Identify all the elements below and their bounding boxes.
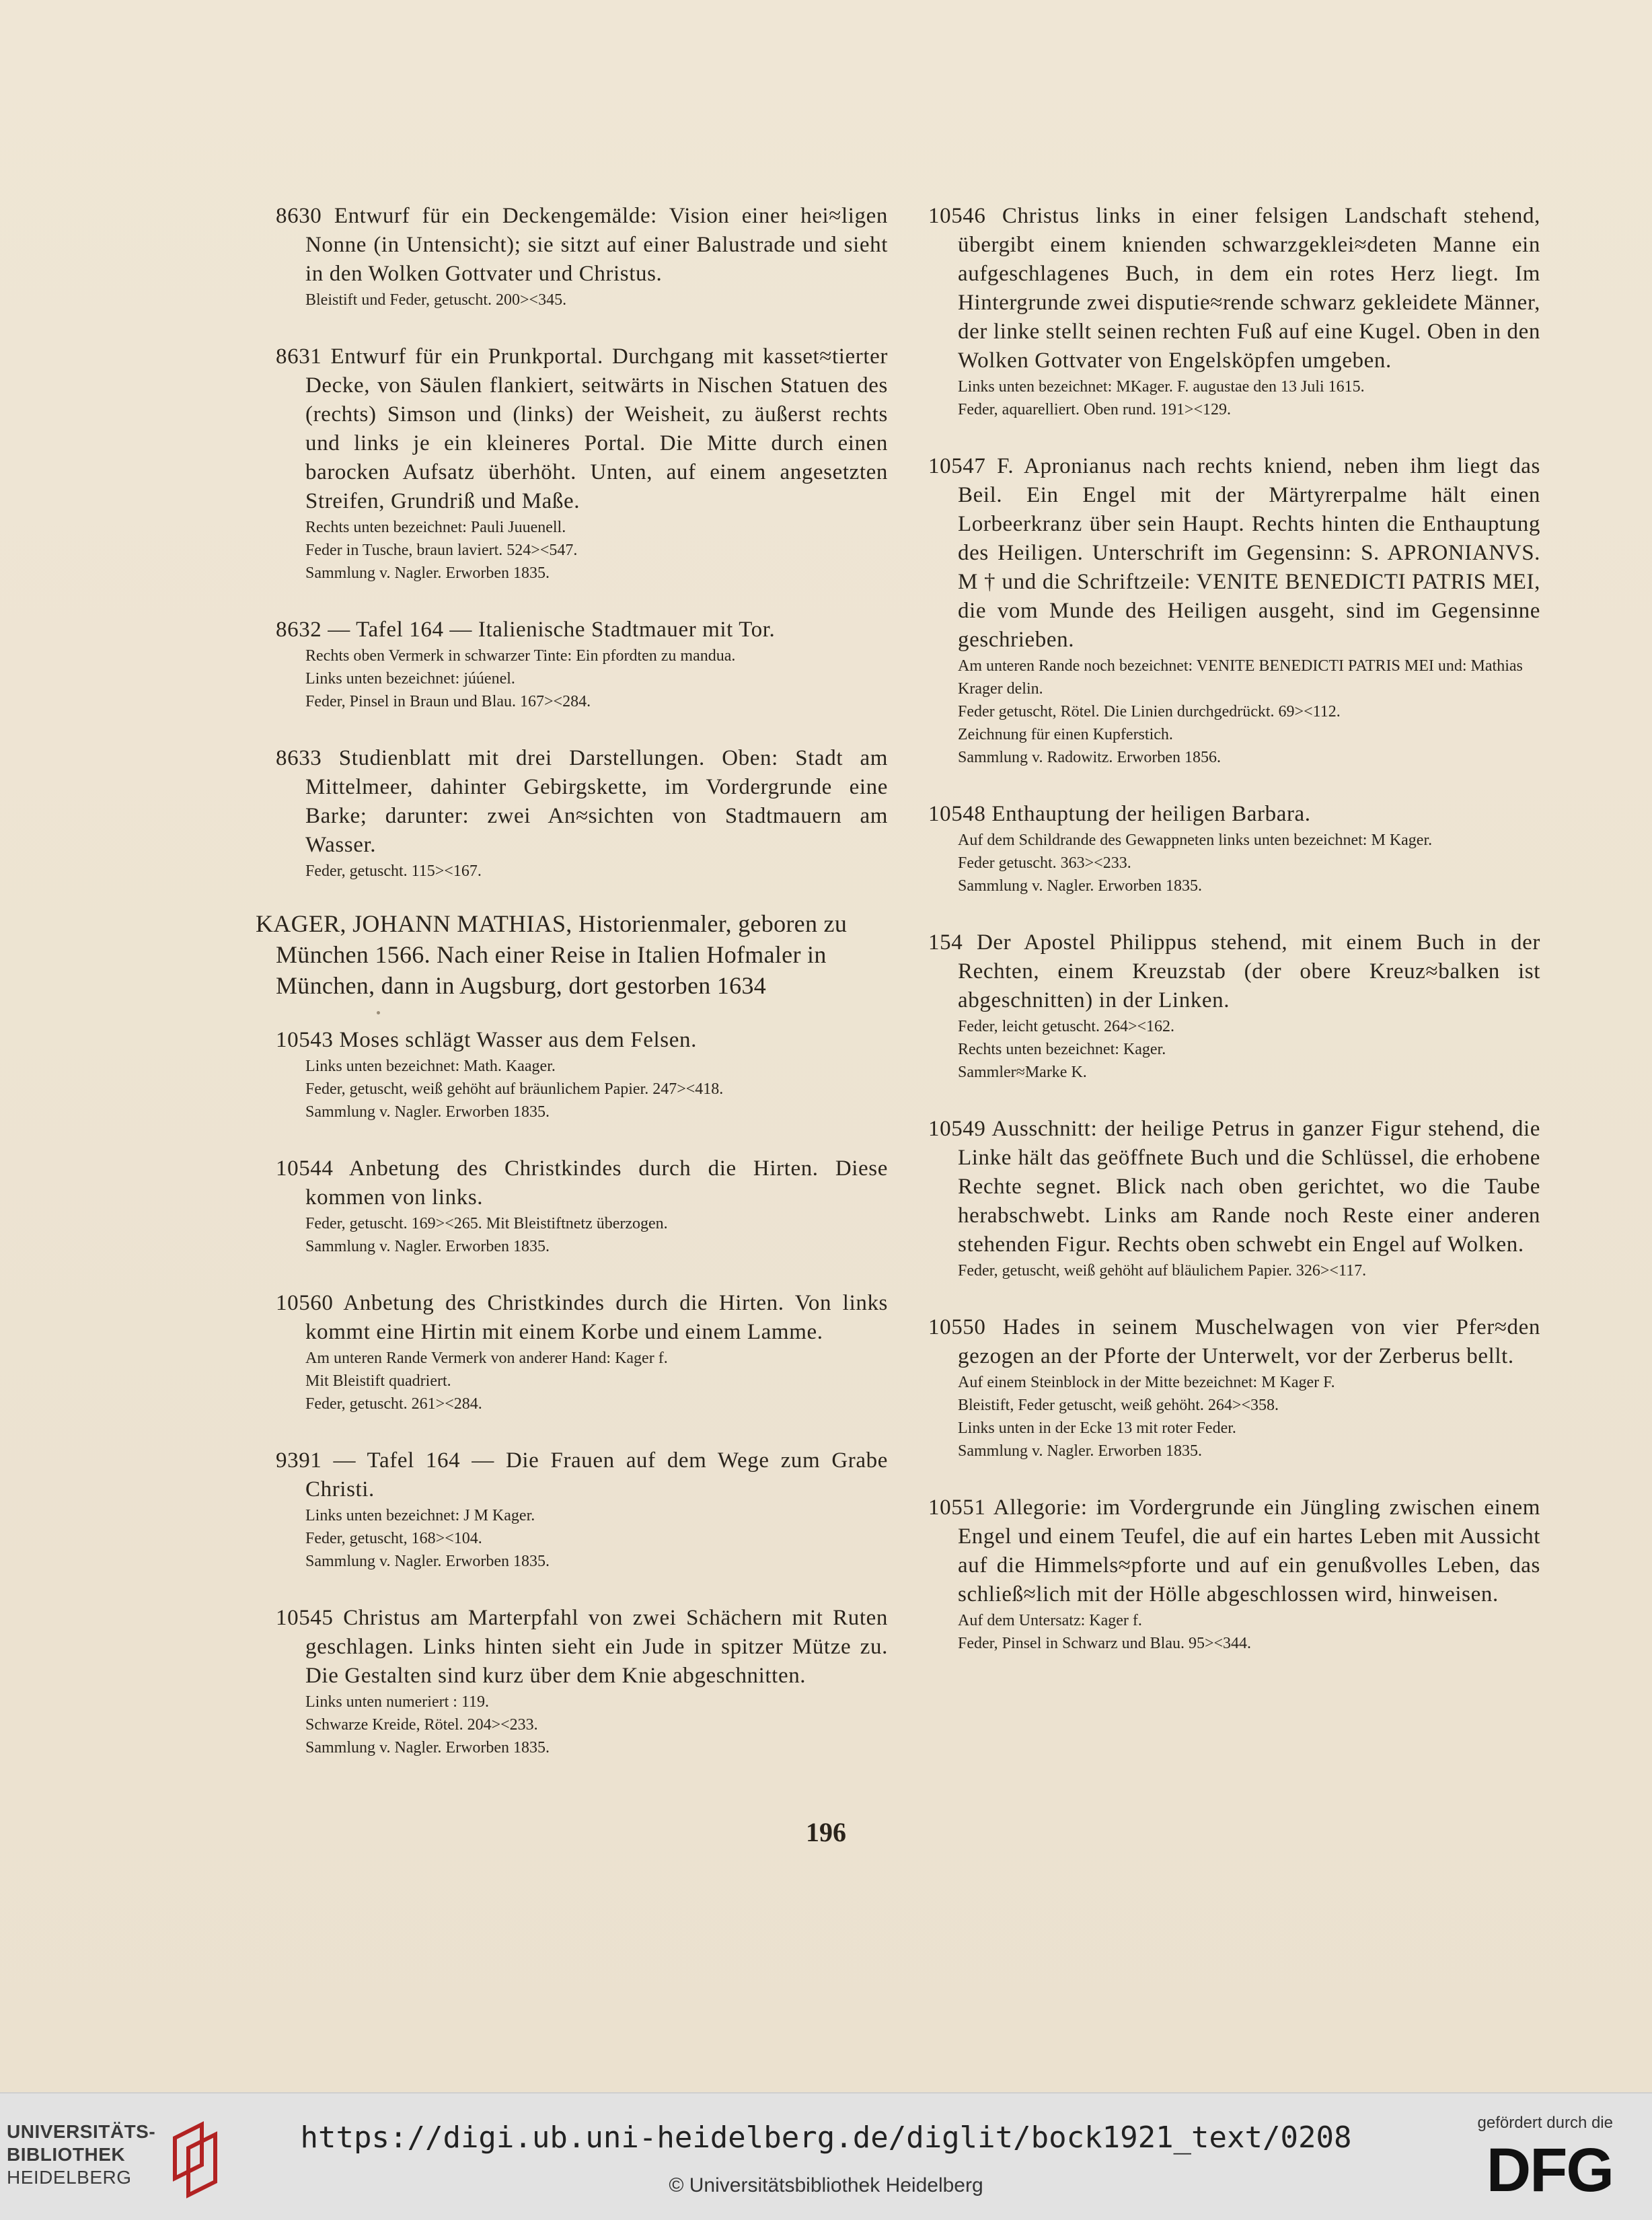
catalog-entry: [928, 800, 1540, 897]
entry-title: 10547 F. Apronianus nach rechts kniend, neben ihm liegt das Beil. Ein Engel mit der Märtyrerpalme hält einen Lorbeerkranz über sein Haupt. Rechts hinten die Enthauptung des Heiligen. Unterschrift im Gegensinn: S. APRONIANVS. M † und die Schriftzeile: VENITE BENEDICTI PATRIS MEI, die vom Munde des Heiligen ausgeht, sind im Gegensinne geschrieben.: [928, 454, 1540, 652]
entry-note: Feder, Pinsel in Schwarz und Blau. 95><344.: [958, 1635, 1252, 1652]
entry-note: Feder, Pinsel in Braun und Blau. 167><284.: [305, 693, 591, 710]
catalog-entry: [928, 1493, 1540, 1655]
entry-note: Feder, getuscht. 115><167.: [305, 862, 482, 880]
entry-title: 10543 Moses schlägt Wasser aus dem Felsen.: [276, 1028, 697, 1052]
entry-note: Feder in Tusche, braun laviert. 524><547.: [305, 542, 578, 559]
entry-note: Rechts unten bezeichnet: Kager.: [958, 1041, 1166, 1058]
catalog-entry: [276, 1289, 888, 1415]
entry-note: Schwarze Kreide, Rötel. 204><233.: [305, 1716, 538, 1734]
catalog-entry: [276, 1604, 888, 1759]
entry-note: Rechts unten bezeichnet: Pauli Juuenell.: [305, 519, 566, 536]
entry-title: 9391 — Tafel 164 — Die Frauen auf dem Wege zum Grabe Christi.: [276, 1448, 888, 1502]
permalink-url[interactable]: https://digi.ub.uni-heidelberg.de/diglit/bock1921_text/0208: [300, 2120, 1352, 2155]
entry-note: Links unten bezeichnet: MKager. F. augustae den 13 Juli 1615.: [958, 378, 1365, 396]
entry-title: 10551 Allegorie: im Vordergrunde ein Jüngling zwischen einem Engel und einem Teufel, die auf ein hartes Leben mit Aussicht auf die Himmels≈pforte und auf ein genußvolles Leben, das schließ≈lich mit der Hölle abgeschlossen wird, hinweisen.: [928, 1495, 1540, 1606]
entry-title: 10546 Christus links in einer felsigen Landschaft stehend, übergibt einem knienden schwarzgeklei≈deten Manne ein aufgeschlagenes Buch, in dem ein rotes Herz liegt. Im Hintergrunde zwei disputie≈rende schwarz gekleidete Männer, der linke stellt seinen rechten Fuß auf eine Kugel. Oben in den Wolken Gottvater von Engelsköpfen umgeben.: [928, 204, 1540, 373]
entry-note: Bleistift und Feder, getuscht. 200><345.: [305, 291, 567, 309]
entry-note: Mit Bleistift quadriert.: [305, 1372, 451, 1390]
artist-heading: KAGER, JOHANN MATHIAS, Historienmaler, geboren zu München 1566. Nach einer Reise in Italien Hofmaler in München, dann in Augsburg, dort gestorben 1634: [256, 910, 848, 999]
entry-note: Feder, getuscht. 261><284.: [305, 1395, 482, 1413]
catalog-entry: [276, 616, 888, 713]
entry-note: Sammlung v. Nagler. Erworben 1835.: [958, 1442, 1203, 1460]
catalog-entry: [276, 1026, 888, 1123]
entry-note: Feder, leicht getuscht. 264><162.: [958, 1018, 1175, 1035]
entry-note: Sammlung v. Nagler. Erworben 1835.: [305, 1553, 550, 1570]
entry-note: Sammler≈Marke K.: [958, 1064, 1087, 1081]
catalog-entry: [276, 202, 888, 311]
entry-note: Sammlung v. Nagler. Erworben 1835.: [958, 877, 1203, 895]
dfg-logo[interactable]: DFG: [1486, 2136, 1613, 2205]
dfg-funded-label: gefördert durch die: [1477, 2114, 1613, 2132]
entry-note: Feder, getuscht, weiß gehöht auf bläulichem Papier. 326><117.: [958, 1262, 1367, 1280]
entry-title: 8630 Entwurf für ein Deckengemälde: Vision einer hei≈ligen Nonne (in Untensicht); sie sitzt auf einer Balustrade und sieht in den Wolken Gottvater und Christus.: [276, 204, 888, 286]
entry-title: 10548 Enthauptung der heiligen Barbara.: [928, 802, 1311, 826]
entry-title: 154 Der Apostel Philippus stehend, mit einem Buch in der Rechten, einem Kreuzstab (der obere Kreuz≈balken ist abgeschnitten) in der Linken.: [928, 930, 1540, 1012]
entry-note: Feder getuscht, Rötel. Die Linien durchgedrückt. 69><112.: [958, 703, 1341, 720]
catalog-entry: [276, 1446, 888, 1573]
copyright-notice: © Universitätsbibliothek Heidelberg: [669, 2174, 983, 2196]
entry-title: 10545 Christus am Marterpfahl von zwei Schächern mit Ruten geschlagen. Links hinten sieht ein Jude in spitzer Mütze zu. Die Gestalten sind kurz über dem Knie abgeschnitten.: [276, 1606, 888, 1688]
entry-note: Rechts oben Vermerk in schwarzer Tinte: Ein pfordten zu mandua.: [305, 647, 736, 665]
entry-note: Links unten bezeichnet: J M Kager.: [305, 1507, 535, 1524]
catalog-entry: [276, 1154, 888, 1258]
right-column: [928, 202, 1540, 1686]
left-column: [276, 202, 888, 914]
logo-line-3: HEIDELBERG: [7, 2167, 132, 2188]
entry-note: Auf dem Untersatz: Kager f.: [958, 1612, 1142, 1629]
catalog-entry: [928, 202, 1540, 421]
catalog-entry: [276, 342, 888, 585]
entry-note: Sammlung v. Nagler. Erworben 1835.: [305, 1103, 550, 1121]
left-column-kager: [276, 1026, 888, 1790]
entry-note: Sammlung v. Nagler. Erworben 1835.: [305, 564, 550, 582]
entry-title: 10549 Ausschnitt: der heilige Petrus in ganzer Figur stehend, die Linke hält das geöffnete Buch und die Schlüssel, die erhobene Rechte segnet. Blick nach oben gerichtet, wo die Taube herabschwebt. Links am Rande noch Reste einer anderen stehenden Figur. Rechts oben schwebt ein Engel auf Wolken.: [928, 1117, 1540, 1257]
entry-note: Links unten in der Ecke 13 mit roter Feder.: [958, 1419, 1236, 1437]
entry-title: 10560 Anbetung des Christkindes durch die Hirten. Von links kommt eine Hirtin mit einem Korbe und einem Lamme.: [276, 1291, 888, 1344]
viewer-footer: [0, 2092, 1652, 2220]
catalog-entry: [928, 452, 1540, 769]
entry-note: Feder, getuscht, weiß gehöht auf bräunlichem Papier. 247><418.: [305, 1080, 724, 1098]
entry-note: Links unten numeriert : 119.: [305, 1693, 490, 1711]
entry-note: Auf dem Schildrande des Gewappneten links unten bezeichnet: M Kager.: [958, 831, 1433, 849]
entry-note: Feder getuscht. 363><233.: [958, 854, 1131, 872]
catalog-entry: [928, 1115, 1540, 1282]
entry-note: Sammlung v. Nagler. Erworben 1835.: [305, 1739, 550, 1756]
entry-note: Sammlung v. Radowitz. Erworben 1856.: [958, 749, 1222, 766]
catalog-entry: [928, 1313, 1540, 1463]
ink-speck: [377, 1011, 380, 1014]
logo-line-2: BIBLIOTHEK: [7, 2144, 126, 2165]
page-number: 196: [806, 1817, 846, 1847]
catalog-entry: [928, 928, 1540, 1084]
entry-note: Bleistift, Feder getuscht, weiß gehöht. 264><358.: [958, 1397, 1279, 1414]
entry-note: Auf einem Steinblock in der Mitte bezeichnet: M Kager F.: [958, 1374, 1335, 1391]
entry-note: Links unten bezeichnet: Math. Kaager.: [305, 1058, 556, 1075]
entry-note: Feder, getuscht. 169><265. Mit Bleistiftnetz überzogen.: [305, 1215, 668, 1232]
entry-title: 8633 Studienblatt mit drei Darstellungen. Oben: Stadt am Mittelmeer, dahinter Gebirgskette, im Vordergrunde eine Barke; darunter: zwei An≈sichten von Stadtmauern am Wasser.: [276, 746, 888, 857]
entry-note: Am unteren Rande Vermerk von anderer Hand: Kager f.: [305, 1349, 668, 1367]
entry-note: Zeichnung für einen Kupferstich.: [958, 726, 1173, 743]
catalog-entry: [276, 744, 888, 883]
logo-line-1: UNIVERSITÄTS-: [7, 2121, 156, 2142]
entry-note: Am unteren Rande noch bezeichnet: VENITE BENEDICTI PATRIS MEI und: Mathias Krager delin.: [958, 657, 1523, 698]
entry-note: Links unten bezeichnet: júúenel.: [305, 670, 515, 688]
entry-title: 10544 Anbetung des Christkindes durch die Hirten. Diese kommen von links.: [276, 1156, 888, 1210]
entry-note: Feder, getuscht, 168><104.: [305, 1530, 482, 1547]
entry-note: Feder, aquarelliert. Oben rund. 191><129.: [958, 401, 1231, 418]
entry-title: 8632 — Tafel 164 — Italienische Stadtmauer mit Tor.: [276, 618, 776, 642]
entry-note: Sammlung v. Nagler. Erworben 1835.: [305, 1238, 550, 1255]
entry-title: 10550 Hades in seinem Muschelwagen von vier Pfer≈den gezogen an der Pforte der Unterwelt, vor der Zerberus bellt.: [928, 1315, 1540, 1368]
entry-title: 8631 Entwurf für ein Prunkportal. Durchgang mit kasset≈tierter Decke, von Säulen flankiert, seitwärts in Nischen Statuen des (rechts) Simson und (links) der Weisheit, zu äußerst rechts und links je ein kleineres Portal. Die Mitte durch einen barocken Aufsatz überhöht. Unten, auf einem angesetzten Streifen, Grundriß und Maße.: [276, 344, 888, 513]
